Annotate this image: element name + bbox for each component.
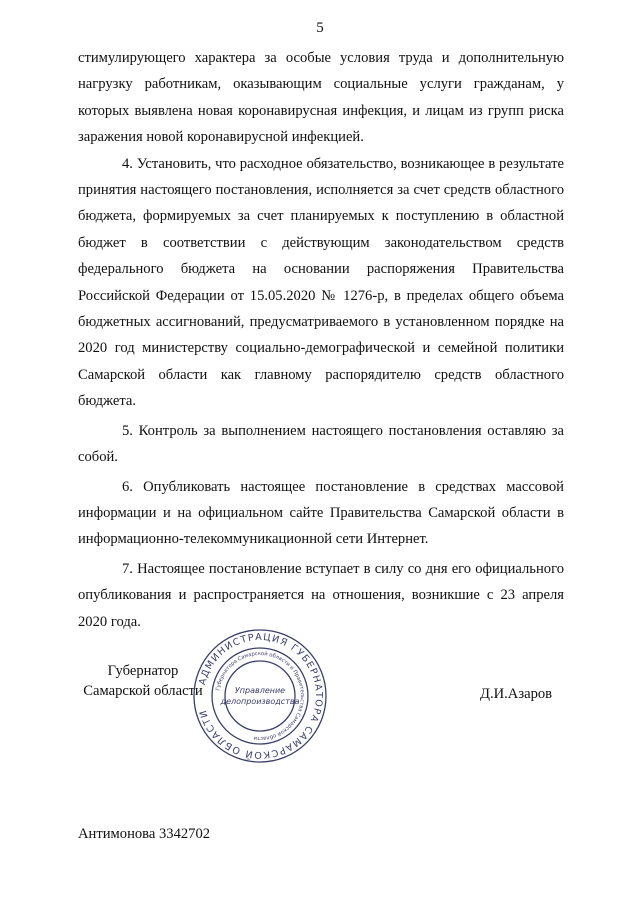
paragraph-5: 5. Контроль за выполнением настоящего постановления оставляю за собой. xyxy=(78,422,564,466)
svg-text:Управление: Управление xyxy=(234,686,286,695)
official-stamp xyxy=(190,626,330,766)
paragraph-3-continuation: стимулирующего характера за особые условия труда и дополнительную нагрузку работникам, оказывающим социальные услуги гражданам, у которых выявлена новая коронавирусная инфекция, и лицам из групп риска заражения новой коронавирусной инфекцией. xyxy=(78,50,564,146)
signatory-title-line1: Губернатор xyxy=(107,663,179,679)
svg-text:делопроизводства: делопроизводства xyxy=(220,697,300,706)
page-number: 5 xyxy=(316,20,324,36)
signatory-title xyxy=(78,661,208,701)
svg-text:АДМИНИСТРАЦИЯ ГУБЕРНАТОРА САМА: АДМИНИСТРАЦИЯ ГУБЕРНАТОРА САМАРСКОЙ ОБЛАСТИ xyxy=(197,631,325,761)
signatory-title-line2: Самарской области xyxy=(83,683,203,699)
paragraph-6: 6. Опубликовать настоящее постановление в средствах массовой информации и на официальном сайте Правительства Самарской области в информационно-телекоммуникационной сети Интернет. xyxy=(78,478,564,548)
paragraph-4: 4. Установить, что расходное обязательство, возникающее в результате принятия настоящего постановления, исполняется за счет средств областного бюджета, формируемых за счет планируемых к поступлению в областной бюджет в соответствии с действующим законодательством средств федерального бюджета на основании распоряжения Правительства Российской Федерации от 15.05.2020 № 1276-р, в пределах общего объема бюджетных ассигнований, предусматриваемого в установленном порядке на 2020 год министерству социально-демографической и семейной политики Самарской области как главному распорядителю средств областного бюджета. xyxy=(78,155,564,410)
document-body xyxy=(78,45,564,635)
svg-text:Губернатора Самарской области: Губернатора Самарской области и Правительства Самарской области xyxy=(215,650,306,742)
signatory-name: Д.И.Азаров xyxy=(480,686,553,702)
paragraph-7: 7. Настоящее постановление вступает в силу со дня его официального опубликования и распространяется на отношения, возникшие с 23 апреля 2020 года. xyxy=(78,560,564,630)
executor-info: Антимонова 3342702 xyxy=(78,826,211,842)
